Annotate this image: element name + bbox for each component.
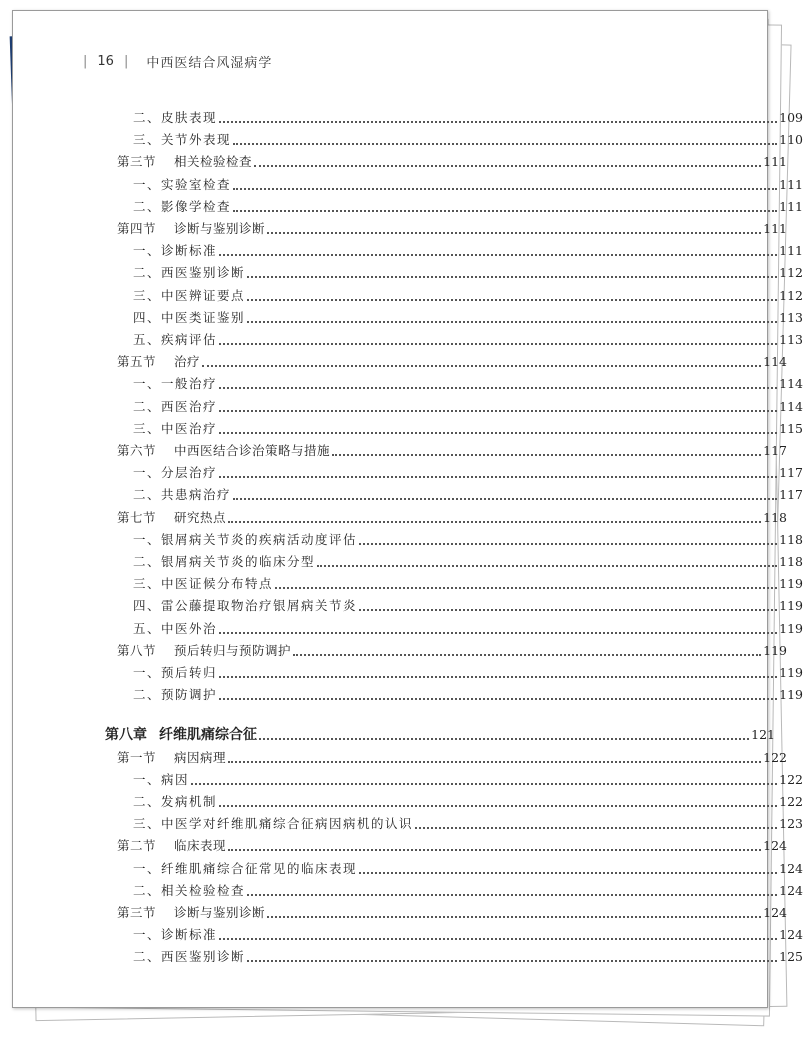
toc-page-number: 111 [779,243,803,259]
toc-subsection-entry[interactable] [13,529,803,549]
dot-leader [359,609,777,611]
toc-entry-text: 治疗 [174,354,201,370]
toc-page-number: 119 [763,642,787,658]
toc-entry-title: 三、关节外表现 [133,132,232,148]
dot-leader [233,188,777,190]
toc-entry-title: 二、发病机制 [133,794,218,809]
toc-entry-title: 一、诊断标准 [133,243,218,259]
toc-entry-title: 一、实验室检查 [133,176,232,192]
toc-page-number: 118 [779,554,803,569]
toc-entry-label: 第五节 [117,354,157,370]
dot-leader [233,498,777,500]
toc-entry-text: 诊断与鉴别诊断 [174,221,266,236]
toc-entry-title: 三、中医治疗 [133,420,218,436]
dot-leader [359,543,777,545]
toc-subsection-entry[interactable] [13,262,803,282]
toc-entry-label: 第八章 [105,727,147,744]
toc-page-number: 125 [779,949,803,965]
dot-leader [267,916,761,918]
dot-leader [247,276,777,278]
dot-leader [293,654,761,656]
toc-page-number: 121 [751,727,775,743]
toc-subsection-entry[interactable] [13,924,803,944]
toc-page-number: 122 [779,794,803,809]
toc-page-number: 119 [779,687,803,703]
toc-entry-label: 第一节 [117,749,157,765]
toc-page-number: 117 [779,487,803,503]
toc-section-entry[interactable] [13,151,787,171]
toc-entry-title: 一、一般治疗 [133,376,218,392]
dot-leader [219,676,777,678]
dot-leader [191,783,777,785]
toc-page-number: 111 [763,154,787,170]
toc-page-number: 119 [779,665,803,680]
toc-entry-title [117,749,226,767]
toc-page-number: 118 [763,509,787,525]
toc-subsection-entry[interactable] [13,107,803,127]
dot-leader [275,587,777,589]
toc-page-number: 113 [779,332,803,347]
toc-entry-title [117,220,265,238]
toc-section-entry[interactable] [13,747,787,767]
toc-subsection-entry[interactable] [13,373,803,393]
toc-entry-title [117,904,265,922]
toc-page-number: 124 [763,905,787,920]
toc-page-number: 124 [779,927,803,943]
dot-leader [219,410,777,412]
toc-entry-title [117,837,226,855]
dot-leader [219,476,777,478]
dot-leader [228,761,761,763]
toc-entry-title: 一、诊断标准 [133,927,218,943]
toc-subsection-entry[interactable] [13,769,803,789]
toc-entry-title [117,442,330,460]
toc-subsection-entry[interactable] [13,618,803,638]
dot-leader [219,632,777,634]
header-divider: | [123,53,129,69]
toc-page-number: 117 [763,443,787,458]
dot-leader [219,805,777,807]
toc-page-number: 114 [779,398,803,414]
dot-leader [219,254,777,256]
toc-entry-title [105,726,257,744]
toc-section-entry[interactable] [13,440,787,460]
toc-entry-text: 研究热点 [174,509,227,525]
dot-leader [219,432,777,434]
toc-entry-title: 一、纤维肌痛综合征常见的临床表现 [133,860,358,876]
toc-subsection-entry[interactable] [13,418,803,438]
header-divider: | [83,53,88,69]
toc-subsection-entry[interactable] [13,813,803,833]
toc-chapter-entry[interactable] [13,724,775,744]
toc-page-number: 123 [779,816,803,832]
toc-page-number: 117 [779,465,803,481]
dot-leader [267,232,761,234]
toc-entry-label: 第七节 [117,509,157,525]
toc-entry-text: 纤维肌痛综合征 [159,727,257,744]
toc-page-number: 124 [779,860,803,876]
dot-leader [254,165,761,167]
toc-entry-title: 五、中医外治 [133,620,218,636]
toc-entry-title: 五、疾病评估 [133,332,218,347]
toc-page-number: 115 [779,420,803,436]
toc-page-number: 124 [779,882,803,898]
toc-entry-label: 第二节 [117,838,157,854]
dot-leader [233,210,777,212]
dot-leader [233,143,777,145]
toc-subsection-entry[interactable] [13,240,803,260]
toc-entry-title [117,353,200,371]
toc-page-number: 118 [779,531,803,547]
toc-entry-text: 诊断与鉴别诊断 [174,905,266,920]
toc-subsection-entry[interactable] [13,285,803,305]
toc-page-number: 111 [779,176,803,192]
toc-entry-title [117,509,226,527]
toc-section-entry[interactable] [13,507,787,527]
dot-leader [202,365,761,367]
dot-leader [247,894,777,896]
page-number: 16 [97,53,114,69]
toc-entry-title: 一、病因 [133,771,190,787]
toc-subsection-entry[interactable] [13,484,803,504]
toc-subsection-entry[interactable] [13,946,803,966]
toc-entry-title: 二、相关检验检查 [133,882,246,898]
running-header [73,51,272,71]
toc-entry-title: 二、西医鉴别诊断 [133,949,246,965]
toc-section-entry[interactable] [13,351,787,371]
toc-section-entry[interactable] [13,640,787,660]
toc-page-number: 113 [779,309,803,325]
toc-entry-title [117,642,291,660]
toc-subsection-entry[interactable] [13,684,803,704]
toc-page-number: 112 [779,265,803,281]
toc-subsection-entry[interactable] [13,396,803,416]
book-title: 中西医结合风湿病学 [146,55,273,71]
toc-page-number: 112 [779,287,803,303]
dot-leader [219,121,777,123]
toc-entry-text: 病因病理 [174,749,227,765]
dot-leader [247,299,777,301]
dot-leader [228,849,761,851]
toc-page-number: 122 [763,749,787,765]
toc-page-number: 119 [779,620,803,636]
toc-page-number: 114 [763,354,787,370]
toc-entry-title: 一、分层治疗 [133,465,218,481]
toc-page-number: 124 [763,838,787,854]
toc-entry-label: 第四节 [117,221,157,236]
dot-leader [332,454,761,456]
toc-entry-title: 二、皮肤表现 [133,110,218,125]
dot-leader [219,387,777,389]
toc-subsection-entry[interactable] [13,329,803,349]
toc-subsection-entry[interactable] [13,858,803,878]
toc-page-number: 109 [779,110,803,125]
toc-page-number: 111 [763,221,787,236]
toc-page-number: 119 [779,576,803,592]
dot-leader [219,343,777,345]
toc-entry-title: 二、影像学检查 [133,198,232,214]
toc-entry-label: 第六节 [117,443,157,458]
dot-leader [359,872,777,874]
toc-subsection-entry[interactable] [13,196,803,216]
toc-entry-title: 三、中医辨证要点 [133,287,246,303]
dot-leader [259,738,749,740]
toc-entry-title: 二、西医鉴别诊断 [133,265,246,281]
dot-leader [219,938,777,940]
toc-section-entry[interactable] [13,835,787,855]
toc-entry-title: 二、共患病治疗 [133,487,232,503]
toc-entry-title: 二、银屑病关节炎的临床分型 [133,554,316,569]
dot-leader [317,565,777,567]
toc-subsection-entry[interactable] [13,551,803,571]
toc-subsection-entry[interactable] [13,573,803,593]
toc-page-number: 111 [779,198,803,214]
toc-entry-title: 一、银屑病关节炎的疾病活动度评估 [133,531,358,547]
toc-subsection-entry[interactable] [13,174,803,194]
toc-entry-title: 四、雷公藤提取物治疗银屑病关节炎 [133,598,358,614]
toc-subsection-entry[interactable] [13,662,803,682]
toc-subsection-entry[interactable] [13,462,803,482]
toc-page-number: 122 [779,771,803,787]
toc-entry-title: 四、中医类证鉴别 [133,309,246,325]
toc-entry-label: 第三节 [117,154,157,170]
dot-leader [415,827,777,829]
dot-leader [247,960,777,962]
toc-entry-title [117,153,252,171]
toc-entry-text: 相关检验检查 [174,154,253,170]
toc-entry-label: 第三节 [117,905,157,920]
toc-entry-label: 第八节 [117,642,157,658]
toc-page-number: 114 [779,376,803,392]
toc-subsection-entry[interactable] [13,880,803,900]
toc-entry-title: 三、中医证候分布特点 [133,576,274,592]
toc-subsection-entry[interactable] [13,129,803,149]
toc-entry-text: 中西医结合诊治策略与措施 [174,443,331,458]
toc-entry-title: 三、中医学对纤维肌痛综合征病因病机的认识 [133,816,414,832]
toc-subsection-entry[interactable] [13,595,803,615]
toc-entry-text: 预后转归与预防调护 [174,642,292,658]
toc-section-entry[interactable] [13,218,787,238]
toc-entry-title: 一、预后转归 [133,665,218,680]
toc-page-number: 119 [779,598,803,614]
toc-page-number: 110 [779,132,803,148]
dot-leader [219,698,777,700]
dot-leader [247,321,777,323]
toc-entry-title: 二、西医治疗 [133,398,218,414]
toc-subsection-entry[interactable] [13,307,803,327]
dot-leader [228,521,761,523]
toc-entry-text: 临床表现 [174,838,227,854]
toc-page [12,10,803,1008]
toc-subsection-entry[interactable] [13,791,803,811]
toc-entry-title: 二、预防调护 [133,687,218,703]
toc-section-entry[interactable] [13,902,787,922]
